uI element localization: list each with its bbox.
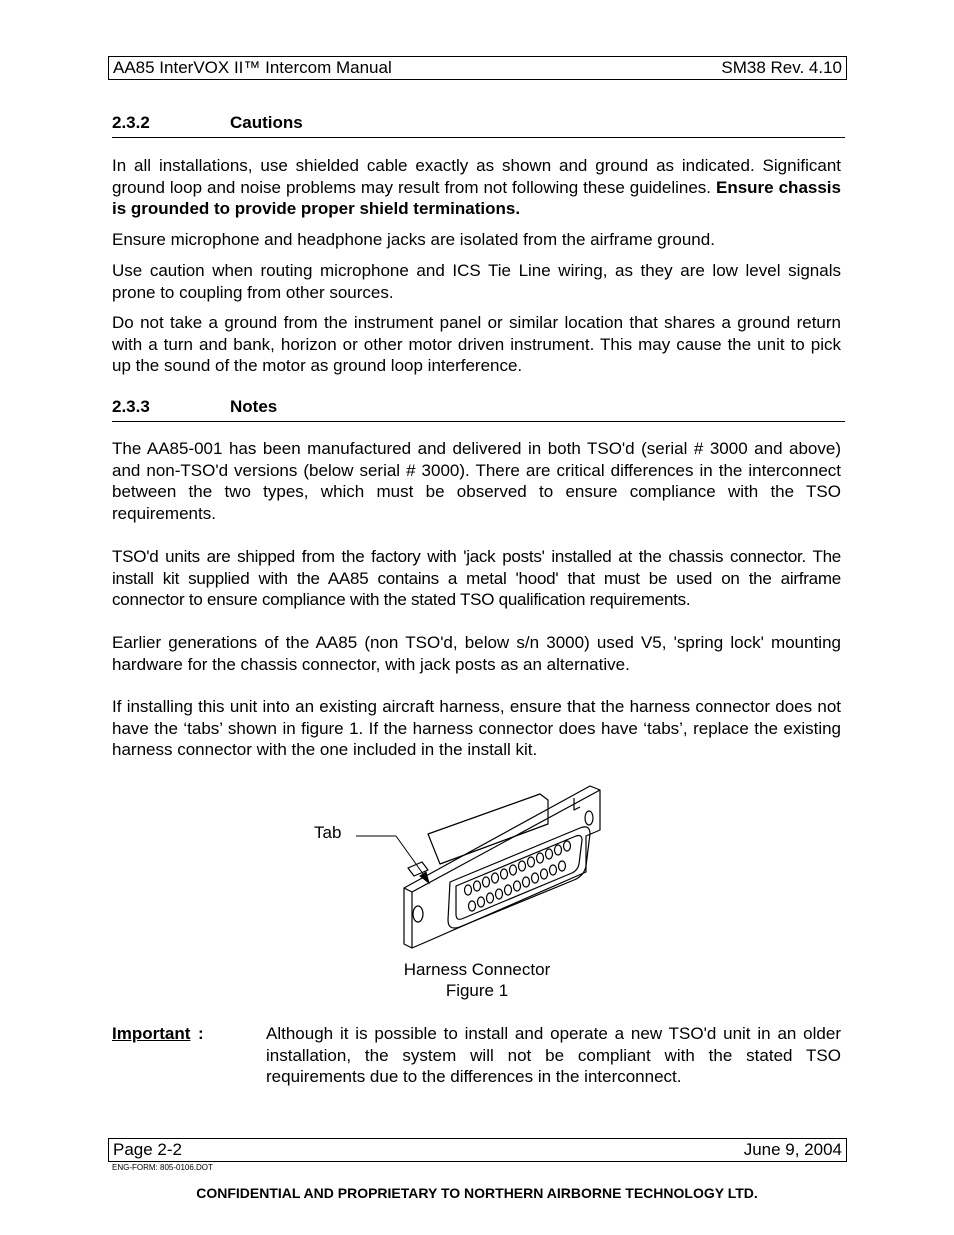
- cautions-paragraph-3: Use caution when routing microphone and ICS Tie Line wiring, as they are low level signals prone to coupling from other sources.: [112, 261, 841, 302]
- section-number: 2.3.2: [112, 113, 150, 132]
- confidentiality-notice: CONFIDENTIAL AND PROPRIETARY TO NORTHERN AIRBORNE TECHNOLOGY LTD.: [196, 1185, 758, 1201]
- page-date: June 9, 2004: [743, 1140, 842, 1159]
- cautions-paragraph-2: Ensure microphone and headphone jacks are isolated from the airframe ground.: [112, 230, 715, 249]
- notes-paragraph-3: Earlier generations of the AA85 (non TSO'd, below s/n 3000) used V5, 'spring lock' mounting hardware for the chassis connector, with jack posts as an alternative.: [112, 633, 841, 674]
- page-number: Page 2-2: [113, 1140, 182, 1159]
- section-title: Notes: [230, 397, 278, 416]
- tab-leader-arrow: [356, 836, 429, 883]
- important-label: [112, 1024, 190, 1044]
- header-title: AA85 InterVOX II™ Intercom Manual: [113, 58, 392, 77]
- notes-paragraph-1: The AA85-001 has been manufactured and delivered in both TSO'd (serial # 3000 and above) and non-TSO'd versions (below serial # 3000). There are critical differences in the interconnect between the two types, which must be observed to ensure compliance with the TSO requirements.: [112, 439, 841, 523]
- page-header: [108, 56, 847, 80]
- figure-caption-title: Harness Connector: [403, 960, 551, 979]
- connector-drawing: [404, 786, 600, 948]
- cautions-paragraph-4: Do not take a ground from the instrument panel or similar location that shares a ground return with a turn and bank, horizon or other motor driven instrument. This may cause the unit to pick up the sound of the motor as ground loop interference.: [112, 313, 841, 376]
- notes-paragraph-2: TSO'd units are shipped from the factory with 'jack posts' installed at the chassis connector. The install kit supplied with the AA85 contains a metal 'hood' that must be used on the airframe connector to ensure compliance with the stated TSO qualification requirements.: [112, 547, 841, 610]
- figure-caption-number: Figure 1: [445, 981, 509, 1000]
- page-footer: [108, 1138, 847, 1162]
- important-colon: :: [198, 1024, 204, 1043]
- section-heading-notes: [112, 397, 845, 422]
- harness-connector-figure: [300, 780, 620, 955]
- important-label-text: Important: [112, 1024, 191, 1043]
- cautions-p1-bold: Ensure chassis is grounded to provide proper shield terminations.: [112, 177, 841, 219]
- form-number: ENG-FORM: 805-0106.DOT: [112, 1163, 213, 1172]
- cautions-p1-text: In all installations, use shielded cable exactly as shown and ground as indicated. Significant ground loop and noise problems may result from not following these guidelines.: [112, 156, 841, 197]
- section-title: Cautions: [230, 113, 303, 132]
- notes-paragraph-4: If installing this unit into an existing aircraft harness, ensure that the harness connector does not have the ‘tabs’ shown in figure 1. If the harness connector does have ‘tabs’, replace the existing harness connector with the one included in the install kit.: [112, 697, 841, 760]
- tab-label: Tab: [314, 823, 342, 842]
- cautions-paragraph-1: [112, 155, 841, 220]
- important-text: Although it is possible to install and operate a new TSO'd unit in an older installation, the system will not be compliant with the stated TSO requirements due to the differences in the interconnect.: [266, 1024, 841, 1087]
- section-heading-cautions: [112, 113, 845, 138]
- header-revision: SM38 Rev. 4.10: [721, 58, 842, 77]
- section-number: 2.3.3: [112, 397, 150, 416]
